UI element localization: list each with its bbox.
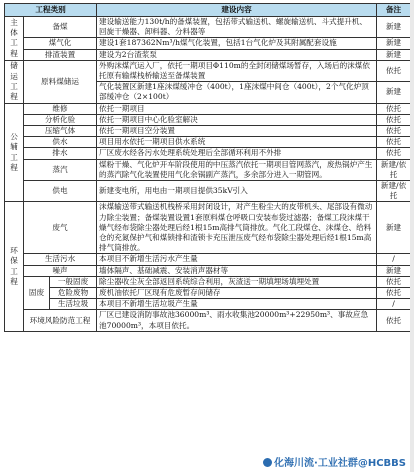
note-cell: 新建 [377,49,411,60]
content-cell: 项目用水依托一期项目供水系统 [97,137,377,148]
note-cell: 依托 [377,148,411,159]
note-cell: 依托 [377,310,411,331]
subgroup-cell: 固废 [24,276,50,310]
table-row [5,254,411,265]
content-cell: 建设输送能力130t/h的备煤装置，包括带式输送机、螺旋输送机、斗式提升机、回旋干燥器、卸料器、分料器等 [97,17,377,38]
item-cell: 一般固废 [50,276,97,287]
watermark-text: 化海川流·工业社群@HCBBS [274,458,406,469]
table-row [5,148,411,159]
note-cell: 依托 [377,276,411,287]
item-cell: 分析化验 [24,114,97,125]
content-cell: 建设为2台渣浆泵 [97,49,377,60]
header-category: 工程类别 [5,4,97,17]
item-cell: 危险废物 [50,288,97,299]
item-cell: 维修 [24,103,97,114]
note-cell: 依托 [377,288,411,299]
content-cell: 墙体隔声、基础减震、安装消声器材等 [97,265,377,276]
content-cell: 厂区废水经各污水处理系统处理后全部循环利用不外排 [97,148,377,159]
header-content: 建设内容 [97,4,377,17]
content-cell: 依托一期项目空分装置 [97,126,377,137]
header-note: 备注 [377,4,411,17]
item-cell: 压缩气体 [24,126,97,137]
table-row [5,276,411,287]
content-cell: 除尘器收尘灰全部返回系统综合利用，灰渣送一期填埋场填埋处置 [97,276,377,287]
note-cell: 新建 [377,38,411,49]
table-row [5,159,411,180]
item-cell: 备煤 [24,17,97,38]
content-cell: 沫煤输送带式输送机栈桥采用封闭设计，对产生粉尘大的皮带机头、尾部设有微动力除尘装置；备煤装置设置1套原料煤仓呼吸口安装布袋过滤器；备煤工段沫煤干燥气经布袋除尘器处理后经1根15m高排气筒排放。气化工段煤仓、沫煤仓、给料仓的充氮保护气和煤锁排和渣锁卡充压泄压废气经布袋除尘器处理后经1根15m高排气筒排放。 [97,202,377,254]
item-cell: 废气 [24,202,97,254]
note-cell: 新建/依托 [377,181,411,202]
content-cell: 气化装置区新建1座沫煤缓冲仓（400t），1座沫煤中间仓（400t），2个气化炉顶部缓冲仓（2×100t） [97,82,377,103]
note-cell: 新建 [377,202,411,254]
table-row [5,310,411,331]
note-cell: 依托 [377,103,411,114]
content-cell: 建设1套187362Nm³/h煤气化装置，包括1台气化炉及其附属配套设施 [97,38,377,49]
table-row [5,49,411,60]
note-cell: 依托 [377,114,411,125]
note-cell: 新建/依托 [377,159,411,180]
item-cell: 生活垃圾 [50,299,97,310]
item-cell: 煤气化 [24,38,97,49]
item-cell: 供水 [24,137,97,148]
note-cell: 依托 [377,126,411,137]
item-cell: 供电 [24,181,97,202]
note-cell: 依托 [377,60,411,81]
category-cell: 公辅工程 [5,103,24,202]
item-cell: 蒸汽 [24,159,97,180]
watermark-logo-icon [263,458,272,467]
item-cell: 排水 [24,148,97,159]
content-cell: 新建变电所，用电由一期项目提供35kV引入 [97,181,377,202]
construction-table [4,3,411,332]
content-cell: 本项目不新增生活垃圾产生量 [97,299,377,310]
table-row [5,202,411,254]
content-cell: 依托一期项目 [97,103,377,114]
content-cell: 厂区已建设消防事故池36000m³、雨水收集池20000m³+22950m³、事故应急池70000m³，本项目依托。 [97,310,377,331]
item-cell: 原料煤储运 [24,60,97,103]
item-cell: 排渣装置 [24,49,97,60]
table-row [5,137,411,148]
table-row [5,288,411,299]
category-cell: 环保工程 [5,202,24,331]
table-row [5,126,411,137]
table-row [5,103,411,114]
content-cell: 煤粉干燥、气化炉开车阶段使用的中压蒸汽依托一期项目管网蒸汽，废热锅炉产生的蒸汽除气化装置使用气化余锅副产蒸汽，多余部分进入一期管网。 [97,159,377,180]
category-cell: 储运工程 [5,60,24,103]
note-cell: 依托 [377,137,411,148]
note-cell: 新建 [377,17,411,38]
content-cell: 外购沫煤汽运入厂，依托一期项目Φ110m的全封闭储煤场暂存，入场后的沫煤依托原有输煤栈桥输送至备煤装置 [97,60,377,81]
note-cell: / [377,299,411,310]
scroll-gutter [410,0,414,472]
table-row [5,181,411,202]
note-cell: 新建 [377,265,411,276]
table-row [5,265,411,276]
content-cell: 废机油依托厂区现有危废暂存间储存 [97,288,377,299]
note-cell: 新建 [377,82,411,103]
category-cell: 主体工程 [5,17,24,61]
content-cell: 依托一期项目中心化验室解决 [97,114,377,125]
item-cell: 环境风险防范工程 [24,310,97,331]
header-row [5,4,411,17]
note-cell: / [377,254,411,265]
content-cell: 本项目不新增生活污水产生量 [97,254,377,265]
watermark [263,454,406,469]
table-row [5,17,411,38]
item-cell: 噪声 [24,265,97,276]
table-row [5,60,411,81]
table-row [5,299,411,310]
table-row [5,114,411,125]
table-row [5,38,411,49]
item-cell: 生活污水 [24,254,97,265]
